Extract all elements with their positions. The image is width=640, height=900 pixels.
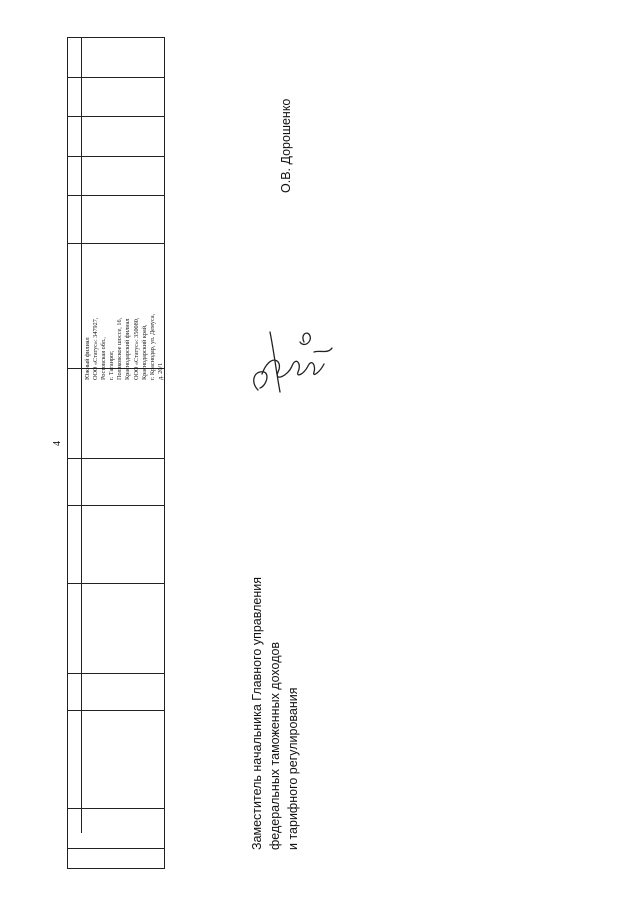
address-text bbox=[82, 243, 166, 383]
table-divider bbox=[81, 38, 82, 833]
address-line: Краснодарский край, bbox=[140, 324, 148, 380]
table-divider bbox=[68, 458, 164, 459]
address-line: г. Краснодар, ул. Демуса, bbox=[148, 313, 156, 380]
address-line: д. 20/1 bbox=[156, 362, 164, 380]
handwritten-signature bbox=[240, 312, 340, 402]
table-divider bbox=[68, 710, 164, 711]
address-line: Поляковское шоссе, 16, bbox=[116, 317, 124, 380]
table-divider bbox=[68, 156, 164, 157]
data-table bbox=[67, 37, 165, 869]
table-divider bbox=[68, 673, 164, 674]
address-line: г. Таганрог, bbox=[108, 350, 116, 380]
table-divider bbox=[68, 848, 164, 849]
title-line: Заместитель начальника Главного управления bbox=[250, 576, 264, 850]
table-divider bbox=[68, 583, 164, 584]
table-divider bbox=[68, 808, 164, 809]
page-number: 4 bbox=[52, 441, 63, 446]
signatory-title bbox=[248, 577, 302, 850]
table-divider bbox=[68, 195, 164, 196]
title-line: федеральных таможенных доходов bbox=[268, 641, 282, 850]
table-divider bbox=[68, 77, 164, 78]
table-divider bbox=[68, 116, 164, 117]
signatory-name: О.В. Дорошенко bbox=[279, 98, 293, 193]
address-line: ООО «Статус»: 350080, bbox=[132, 317, 140, 380]
title-line: и тарифного регулирования bbox=[286, 687, 300, 850]
address-line: Краснодарский филиал bbox=[124, 318, 132, 380]
address-line: Ростовская обл., bbox=[100, 337, 108, 380]
address-line: ООО «Статус»: 347927, bbox=[92, 317, 100, 380]
address-cell bbox=[82, 243, 166, 383]
table-divider bbox=[68, 505, 164, 506]
address-line: Южный филиал bbox=[84, 337, 91, 380]
